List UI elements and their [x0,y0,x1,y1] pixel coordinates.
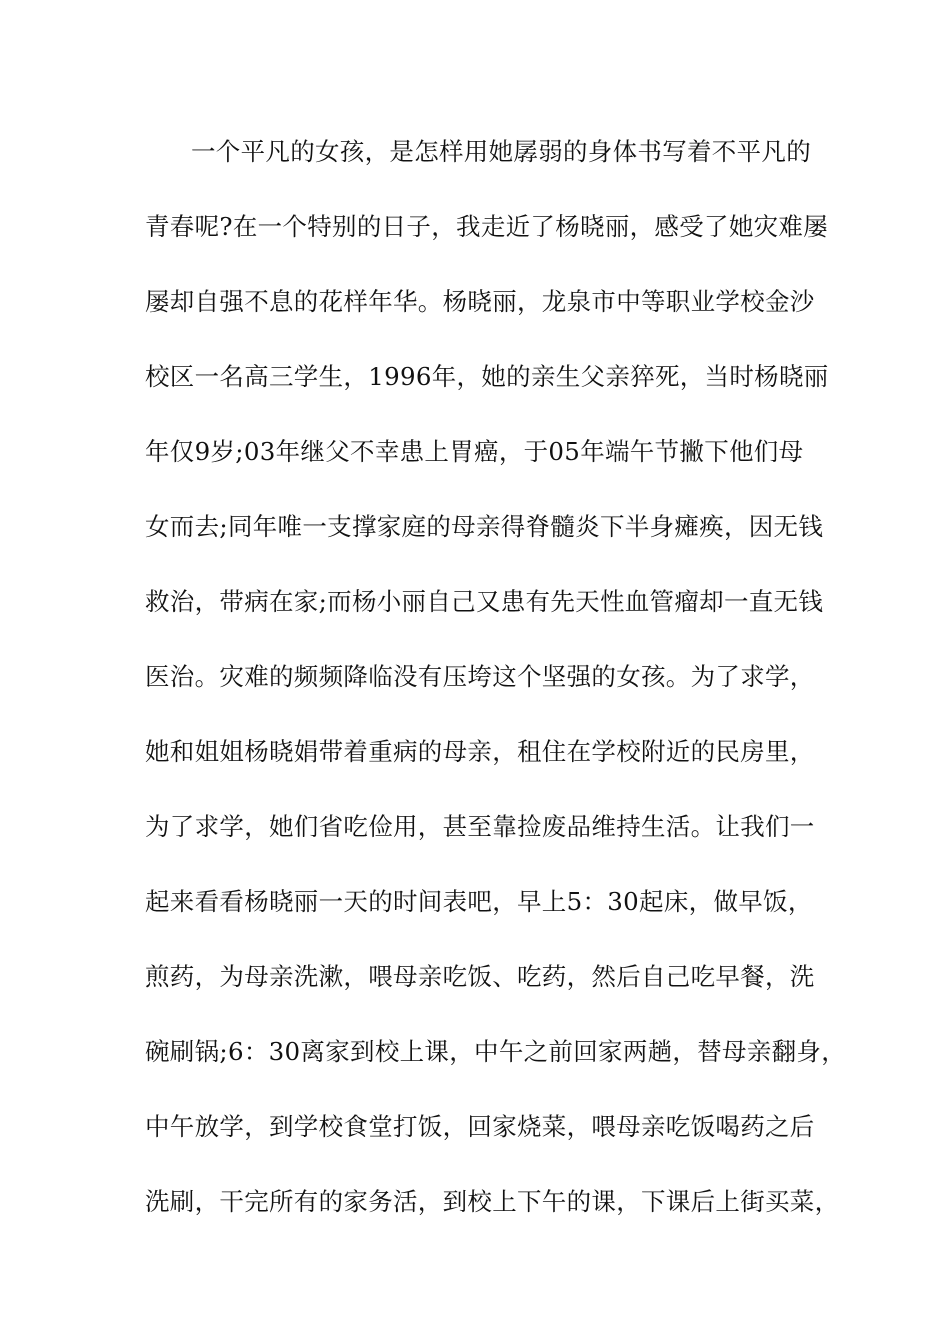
text-line: 煎药，为母亲洗漱，喂母亲吃饭、吃药，然后自己吃早餐，洗 [145,962,815,991]
text-line: 一个平凡的女孩，是怎样用她孱弱的身体书写着不平凡的 [191,137,811,166]
text-line: 救治，带病在家;而杨小丽自己又患有先天性血管瘤却一直无钱 [145,587,824,616]
text-line: 青春呢?在一个特别的日子，我走近了杨晓丽，感受了她灾难屡 [145,212,829,241]
text-line: 碗刷锅;6：30离家到校上课，中午之前回家两趟，替母亲翻身， [145,1037,847,1066]
text-line: 洗刷，干完所有的家务活，到校上下午的课，下课后上街买菜， [145,1187,840,1216]
text-line: 校区一名高三学生，1996年，她的亲生父亲猝死，当时杨晓丽 [145,362,829,391]
text-line: 医治。灾难的频频降临没有压垮这个坚强的女孩。为了求学， [145,662,815,691]
text-line: 年仅9岁;03年继父不幸患上胃癌，于05年端午节撇下他们母 [145,437,804,466]
text-line: 女而去;同年唯一支撑家庭的母亲得脊髓炎下半身瘫痪，因无钱 [145,512,824,541]
text-line: 屡却自强不息的花样年华。杨晓丽，龙泉市中等职业学校金沙 [145,287,815,316]
text-line: 为了求学，她们省吃俭用，甚至靠捡废品维持生活。让我们一 [145,812,815,841]
text-line: 中午放学，到学校食堂打饭，回家烧菜，喂母亲吃饭喝药之后 [145,1112,815,1141]
body-paragraph [145,130,847,1255]
text-line: 起来看看杨晓丽一天的时间表吧，早上5：30起床，做早饭， [145,887,813,916]
text-line: 她和姐姐杨晓娟带着重病的母亲，租住在学校附近的民房里， [145,737,815,766]
